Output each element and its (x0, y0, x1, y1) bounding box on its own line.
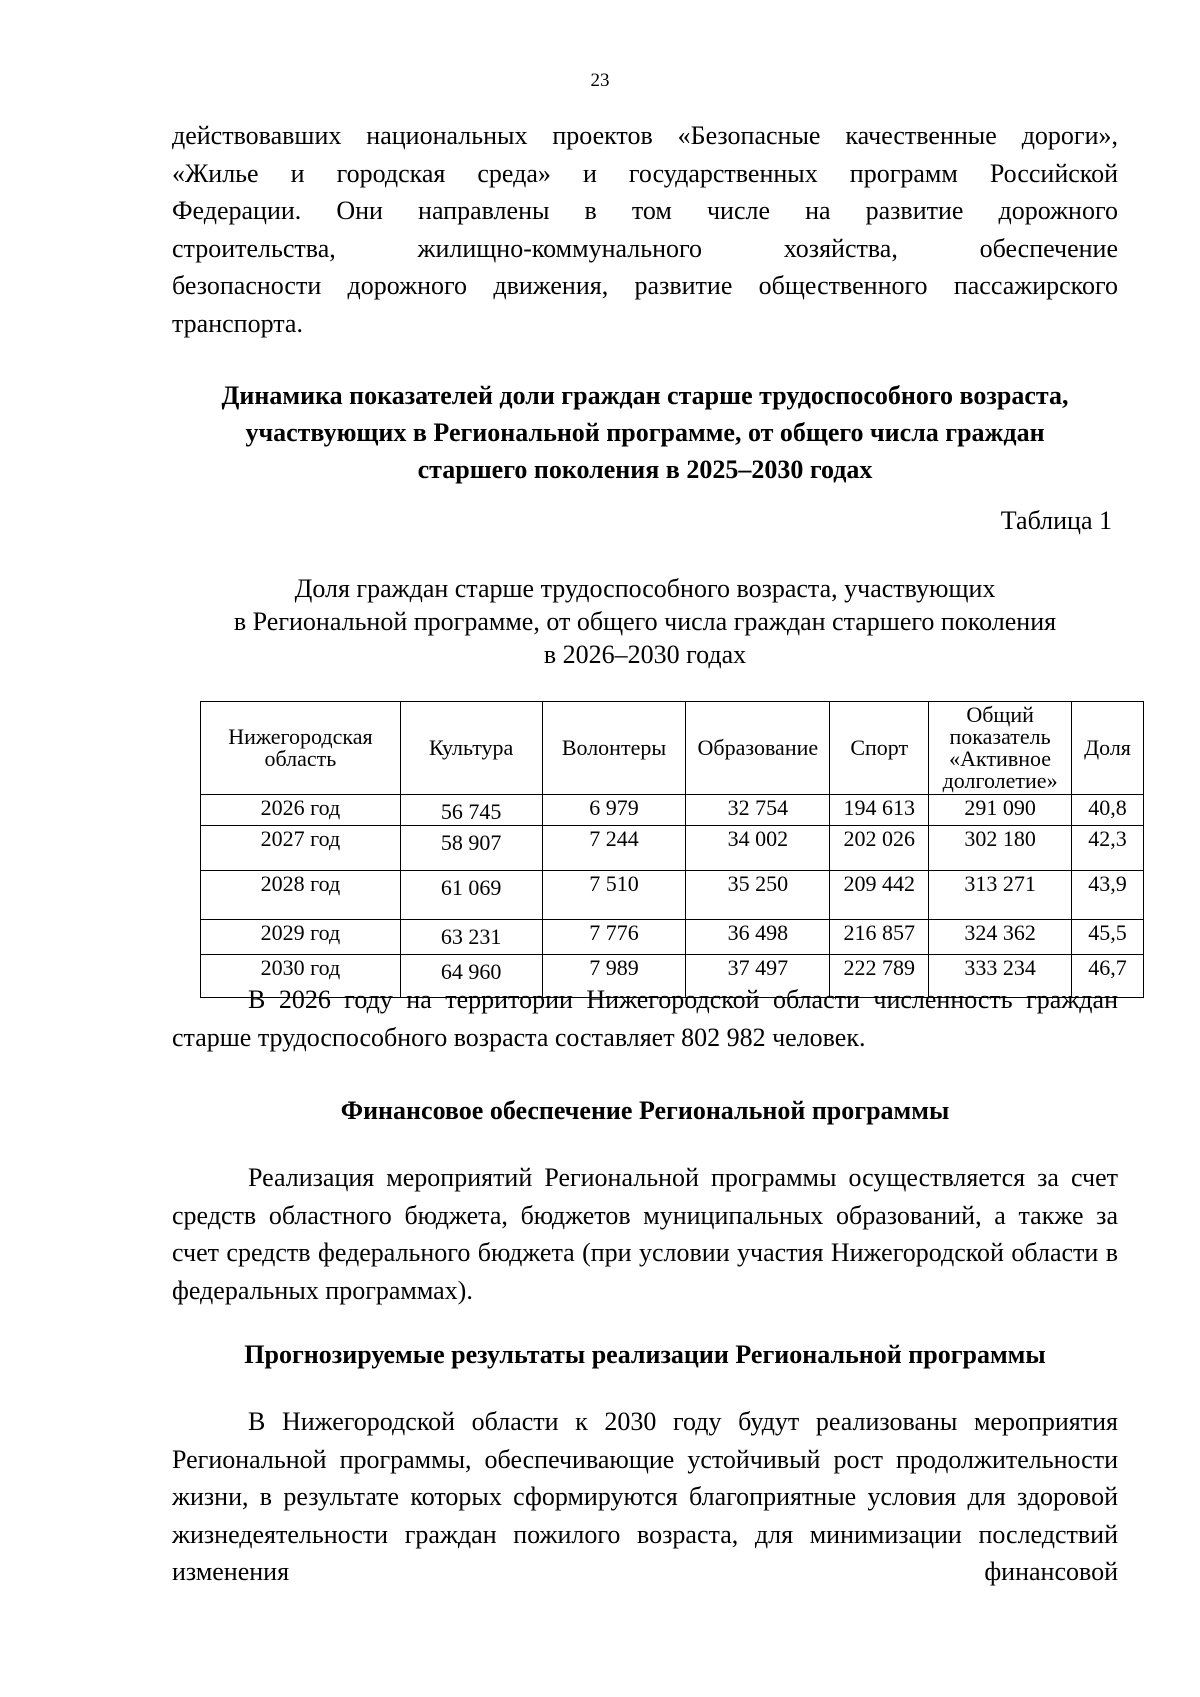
intro-line: безопасности дорожного движения, развитие общественного пассажирского (172, 271, 1118, 300)
table-row (201, 826, 1144, 871)
intro-paragraph (172, 117, 1118, 342)
table-cell: 216 857 (830, 920, 929, 955)
table-cell: 222 789 (830, 955, 929, 998)
table-cell: 313 271 (929, 871, 1072, 920)
table-cell: 43,9 (1072, 871, 1144, 920)
table-cell: 63 231 (400, 920, 542, 955)
paragraph-text: В Нижегородской области к 2030 году будут реализованы мероприятия Региональной программы, обеспечивающие устойчивый рост продолжительности жизни, в результате которых сформируются благоприятные условия для здоровой жизнедеятельности граждан пожилого возраста, для минимизации последствий изменения финансовой (172, 1407, 1118, 1586)
table-cell: 209 442 (830, 871, 929, 920)
table-row (201, 871, 1144, 920)
intro-line: Федерации. Они направлены в том числе на развитие дорожного (172, 196, 1118, 225)
column-header: Культура (400, 702, 542, 795)
finance-paragraph (172, 1159, 1118, 1309)
column-header: Образование (686, 702, 830, 795)
table-cell: 7 510 (542, 871, 686, 920)
intro-line: действовавших национальных проектов «Безопасные качественные дороги», (172, 121, 1118, 150)
table-cell: 202 026 (830, 826, 929, 871)
table-cell: 35 250 (686, 871, 830, 920)
page-number: 23 (590, 70, 610, 91)
table-cell: 34 002 (686, 826, 830, 871)
table-row (201, 795, 1144, 826)
paragraph-text: Реализация мероприятий Региональной программы осуществляется за счет средств областного бюджета, бюджетов муниципальных образований, а также за счет средств федерального бюджета (при условии участия Нижегородской области в федеральных программах). (172, 1163, 1118, 1305)
table-cell: 56 745 (400, 795, 542, 826)
column-header: Спорт (830, 702, 929, 795)
table-cell: 61 069 (400, 871, 542, 920)
heading-line: Прогнозируемые результаты реализации Региональной программы (244, 1340, 1046, 1369)
table-label: Таблица 1 (1000, 506, 1112, 535)
table-cell: 2026 год (201, 795, 401, 826)
table-row (201, 920, 1144, 955)
column-header: Нижегородская область (201, 702, 401, 795)
table-cell: 36 498 (686, 920, 830, 955)
table-cell: 42,3 (1072, 826, 1144, 871)
table-cell: 6 979 (542, 795, 686, 826)
table-cell: 7 989 (542, 955, 686, 998)
table-cell: 7 244 (542, 826, 686, 871)
table-header-row (201, 702, 1144, 795)
section-heading-results (172, 1336, 1118, 1373)
data-table (200, 701, 1144, 998)
column-header: Доля (1072, 702, 1144, 795)
table-cell: 46,7 (1072, 955, 1144, 998)
caption-line: в Региональной программе, от общего числа граждан старшего поколения (233, 607, 1057, 636)
table-cell: 2027 год (201, 826, 401, 871)
population-paragraph (172, 981, 1118, 1056)
table-cell: 333 234 (929, 955, 1072, 998)
table-cell: 64 960 (400, 955, 542, 998)
heading-line: Динамика показателей доли граждан старше трудоспособного возраста, (221, 381, 1069, 410)
table-cell: 40,8 (1072, 795, 1144, 826)
table-cell: 37 497 (686, 955, 830, 998)
heading-line: участвующих в Региональной программе, от общего числа граждан (245, 418, 1045, 447)
table-cell: 291 090 (929, 795, 1072, 826)
caption-line: Доля граждан старше трудоспособного возраста, участвующих (294, 574, 996, 603)
intro-line: «Жилье и городская среда» и государственных программ Российской (172, 158, 1118, 188)
table-caption (172, 572, 1118, 671)
section-heading-finance (172, 1092, 1118, 1129)
table-cell: 2028 год (201, 871, 401, 920)
table-cell: 194 613 (830, 795, 929, 826)
heading-line: старшего поколения в 2025–2030 годах (417, 455, 873, 484)
heading-line: Финансовое обеспечение Региональной программы (340, 1096, 950, 1125)
table-cell: 2029 год (201, 920, 401, 955)
table-cell: 32 754 (686, 795, 830, 826)
table-cell: 302 180 (929, 826, 1072, 871)
table-cell: 7 776 (542, 920, 686, 955)
paragraph-text: В 2026 году на территории Нижегородской области численность граждан старше трудоспособного возраста составляет 802 982 человек. (172, 985, 1118, 1052)
section-heading-dynamics (172, 377, 1118, 488)
results-paragraph (172, 1403, 1118, 1591)
table-cell: 2030 год (201, 955, 401, 998)
intro-line: транспорта. (172, 308, 303, 338)
caption-line: в 2026–2030 годах (543, 640, 747, 669)
table-cell: 58 907 (400, 826, 542, 871)
column-header: Общий показатель «Активное долголетие» (929, 702, 1072, 795)
column-header: Волонтеры (542, 702, 686, 795)
intro-line: строительства, жилищно-коммунального хозяйства, обеспечение (172, 233, 1118, 263)
table-cell: 45,5 (1072, 920, 1144, 955)
table-cell: 324 362 (929, 920, 1072, 955)
